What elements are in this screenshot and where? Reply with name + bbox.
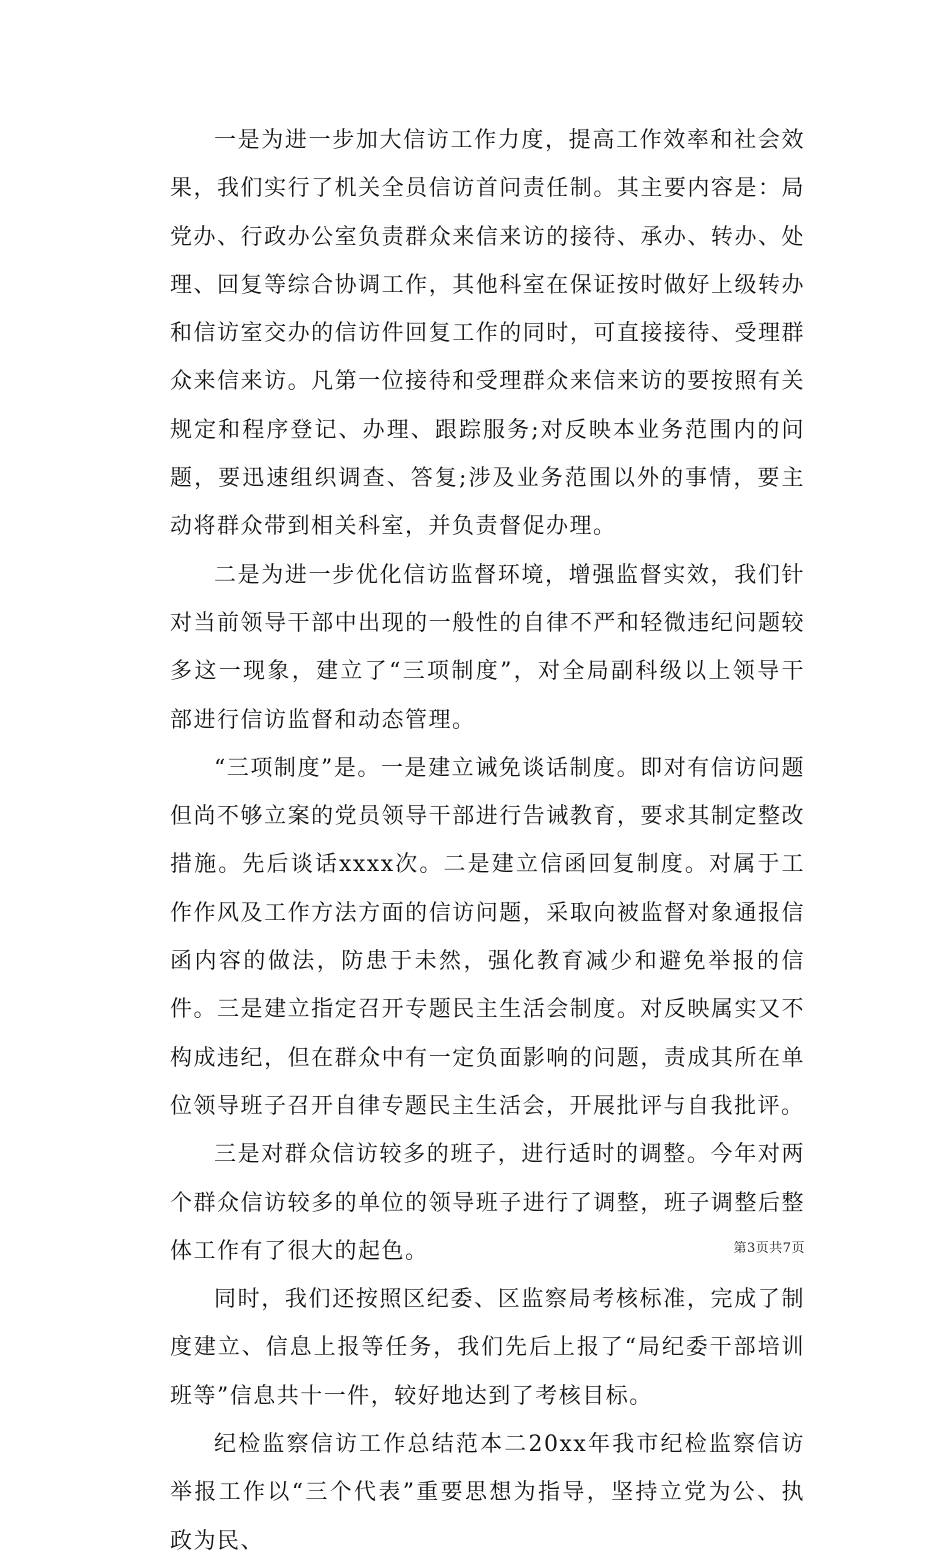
paragraph-2: 二是为进一步优化信访监督环境，增强监督实效，我们针对当前领导干部中出现的一般性的自律不严和轻微违纪问题较多这一现象，建立了“三项制度”，对全局副科级以上领导干部进行信访监督和动态管理。 — [170, 562, 805, 733]
paragraph-5: 同时，我们还按照区纪委、区监察局考核标准，完成了制度建立、信息上报等任务，我们先后上报了“局纪委干部培训班等”信息共十一件，较好地达到了考核目标。 — [170, 1287, 805, 1409]
paragraph-6: 纪检监察信访工作总结范本二20xx年我市纪检监察信访举报工作以“三个代表”重要思想为指导，坚持立党为公、执政为民、 — [170, 1432, 805, 1554]
page-number: 第3页共7页 — [733, 1241, 805, 1256]
paragraph-4: 三是对群众信访较多的班子，进行适时的调整。今年对两个群众信访较多的单位的领导班子进行了调整，班子调整后整体工作有了很大的起色。 — [170, 1142, 805, 1264]
paragraph-1: 一是为进一步加大信访工作力度，提高工作效率和社会效果，我们实行了机关全员信访首问责任制。其主要内容是：局党办、行政办公室负责群众来信来访的接待、承办、转办、处理、回复等综合协调工作，其他科室在保证按时做好上级转办和信访室交办的信访件回复工作的同时，可直接接待、受理群众来信来访。凡第一位接待和受理群众来信来访的要按照有关规定和程序登记、办理、跟踪服务;对反映本业务范围内的问题，要迅速组织调查、答复;涉及业务范围以外的事情，要主动将群众带到相关科室，并负责督促办理。 — [170, 128, 805, 540]
document-body — [170, 117, 805, 1566]
paragraph-3: “三项制度”是。一是建立诫免谈话制度。即对有信访问题但尚不够立案的党员领导干部进行告诫教育，要求其制定整改措施。先后谈话xxxx次。二是建立信函回复制度。对属于工作作风及工作方法方面的信访问题，采取向被监督对象通报信函内容的做法，防患于未然，强化教育减少和避免举报的信件。三是建立指定召开专题民主生活会制度。对反映属实又不构成违纪，但在群众中有一定负面影响的问题，责成其所在单位领导班子召开自律专题民主生活会，开展批评与自我批评。 — [170, 755, 805, 1119]
